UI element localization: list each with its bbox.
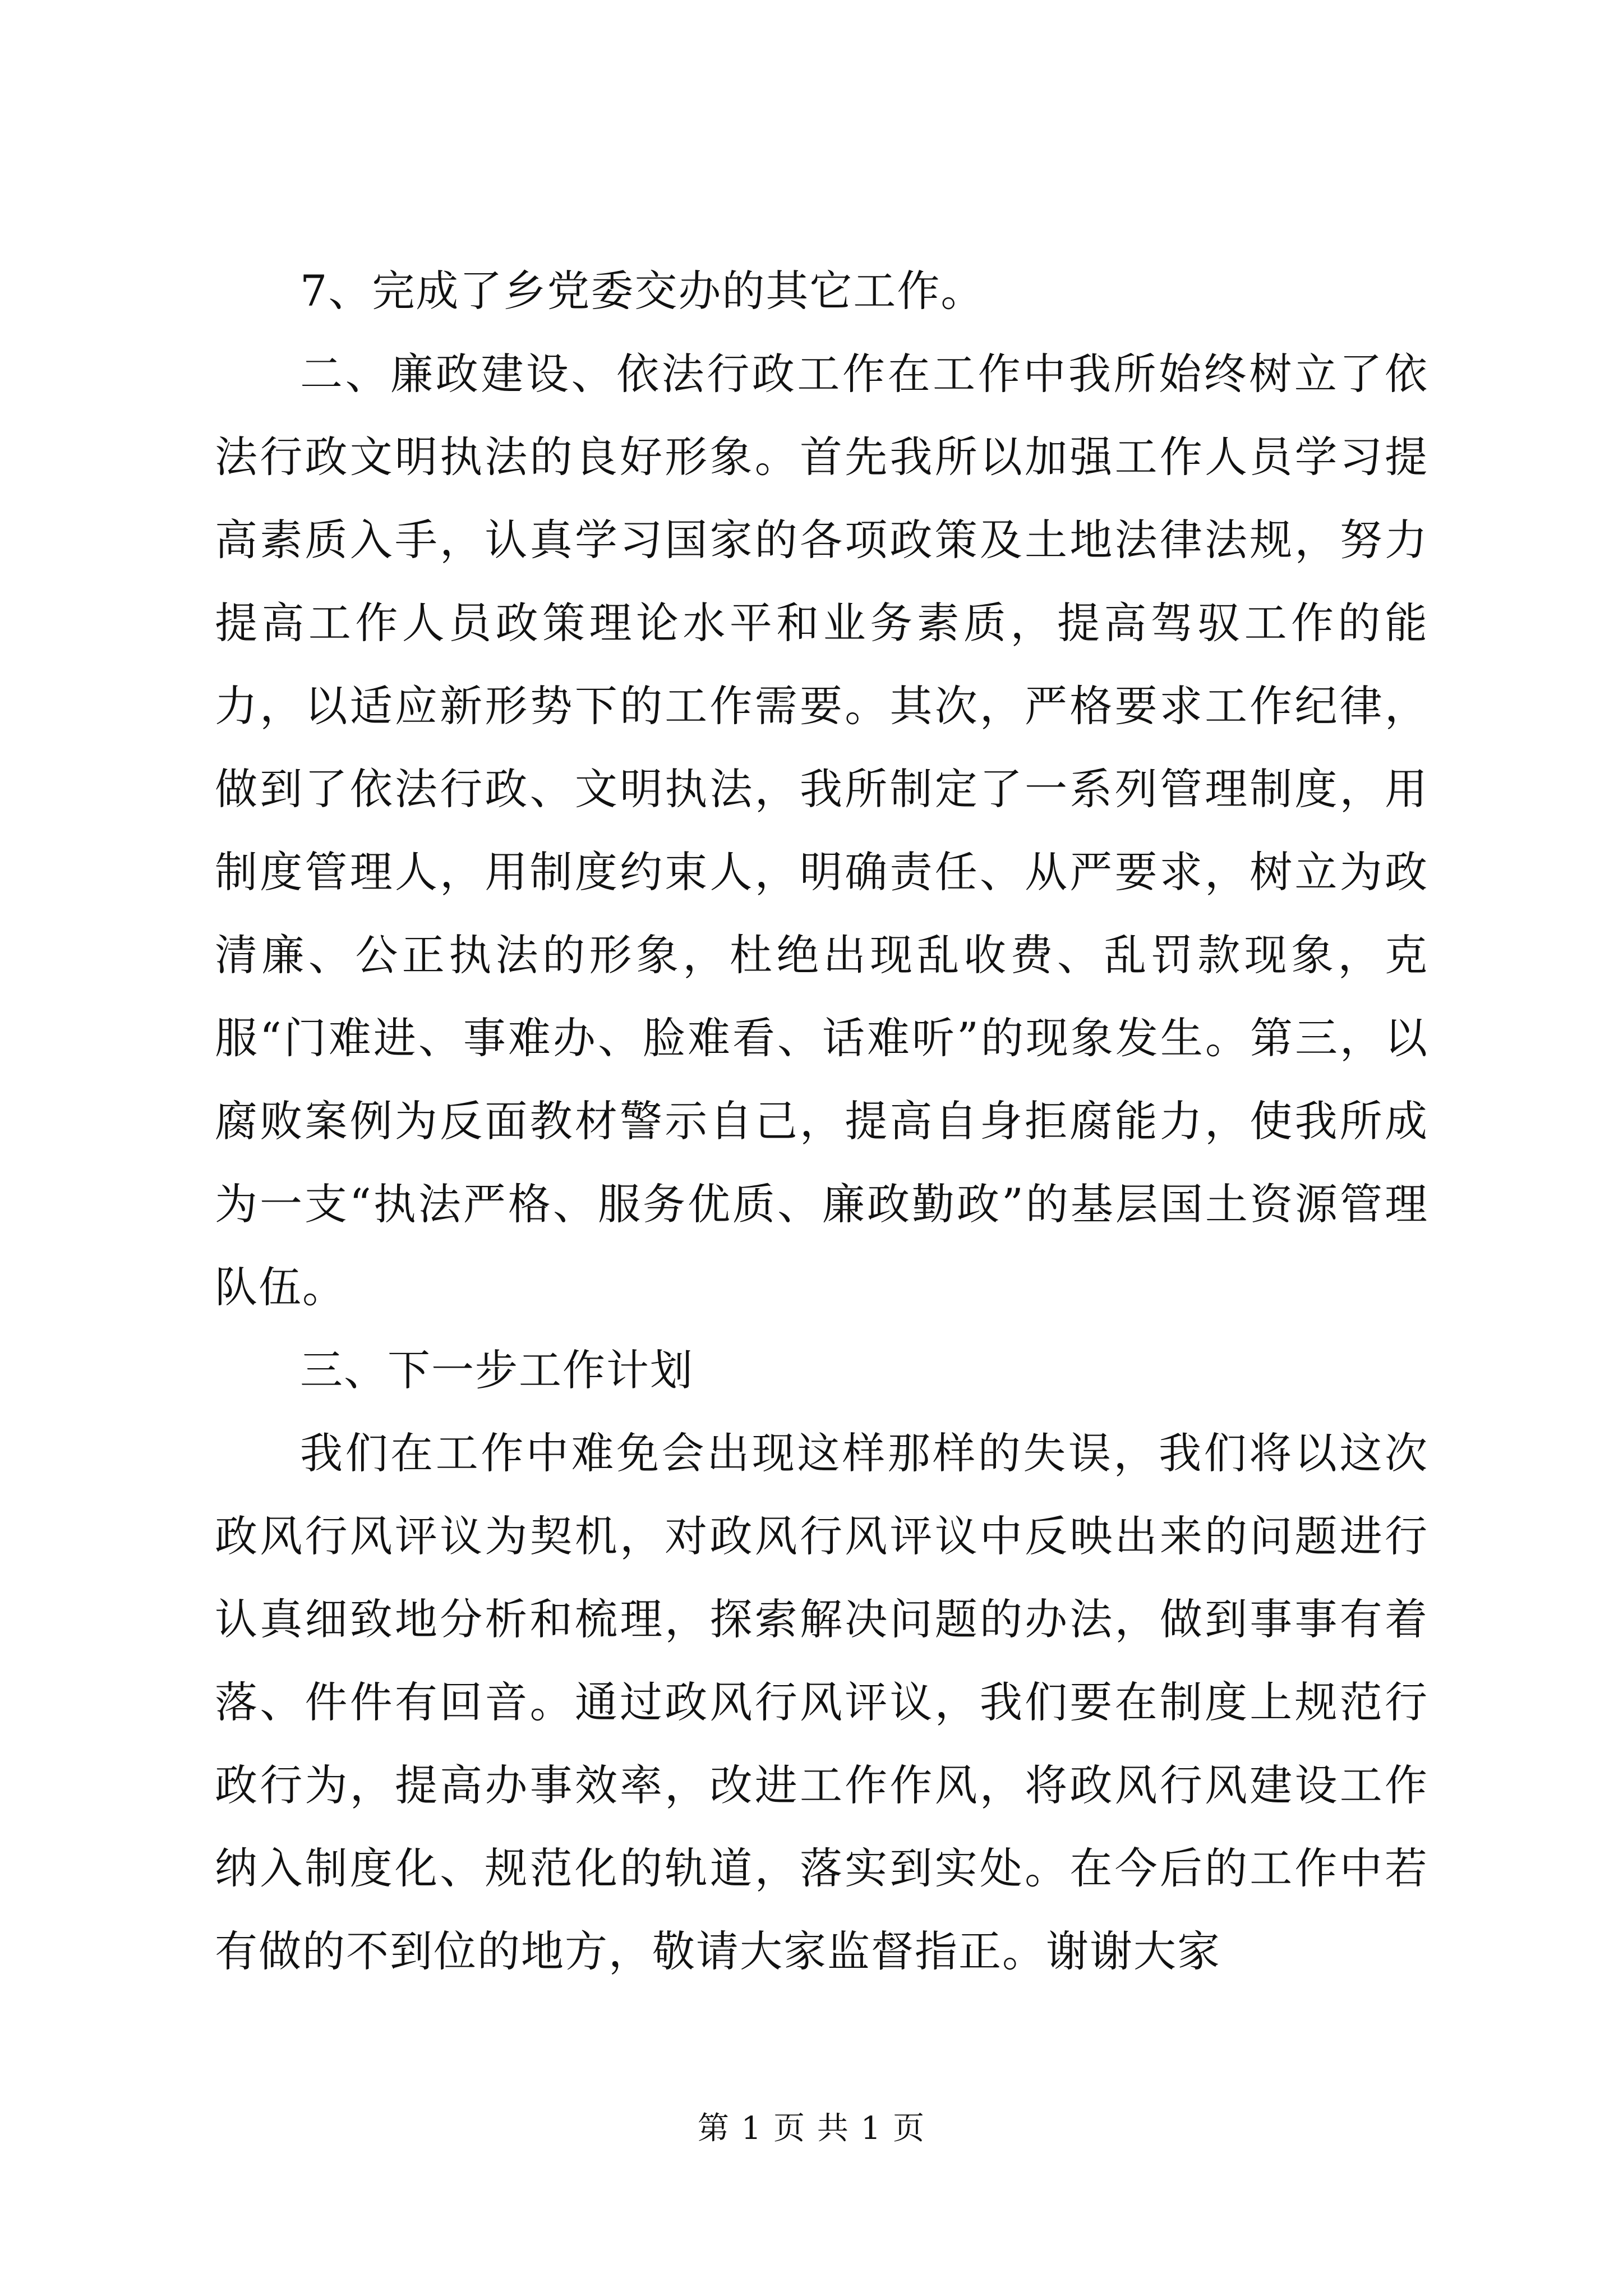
document-body [215, 250, 1428, 1993]
paragraph-next-plan-body: 我们在工作中难免会出现这样那样的失误，我们将以这次政风行风评议为契机，对政风行风评议中反映出来的问题进行认真细致地分析和梳理，探索解决问题的办法，做到事事有着落、件件有回音。通过政风行风评议，我们要在制度上规范行政行为，提高办事效率，改进工作作风，将政风行风建设工作纳入制度化、规范化的轨道，落实到实处。在今后的工作中若有做的不到位的地方，敬请大家监督指正。谢谢大家 [215, 1428, 1428, 1976]
paragraph-item-7: 7、完成了乡党委交办的其它工作。 [300, 266, 985, 316]
paragraph-next-plan-heading: 三、下一步工作计划 [300, 1345, 694, 1395]
paragraph-integrity-law: 二、廉政建设、依法行政工作在工作中我所始终树立了依法行政文明执法的良好形象。首先我所以加强工作人员学习提高素质入手，认真学习国家的各项政策及土地法律法规，努力提高工作人员政策理论水平和业务素质，提高驾驭工作的能力，以适应新形势下的工作需要。其次，严格要求工作纪律，做到了依法行政、文明执法，我所制定了一系列管理制度，用制度管理人，用制度约束人，明确责任、从严要求，树立为政清廉、公正执法的形象，杜绝出现乱收费、乱罚款现象，克服“门难进、事难办、脸难看、话难听”的现象发生。第三，以腐败案例为反面教材警示自己，提高自身拒腐能力，使我所成为一支“执法严格、服务优质、廉政勤政”的基层国土资源管理队伍。 [215, 349, 1428, 1312]
page-footer: 第 1 页 共 1 页 [697, 2110, 926, 2147]
